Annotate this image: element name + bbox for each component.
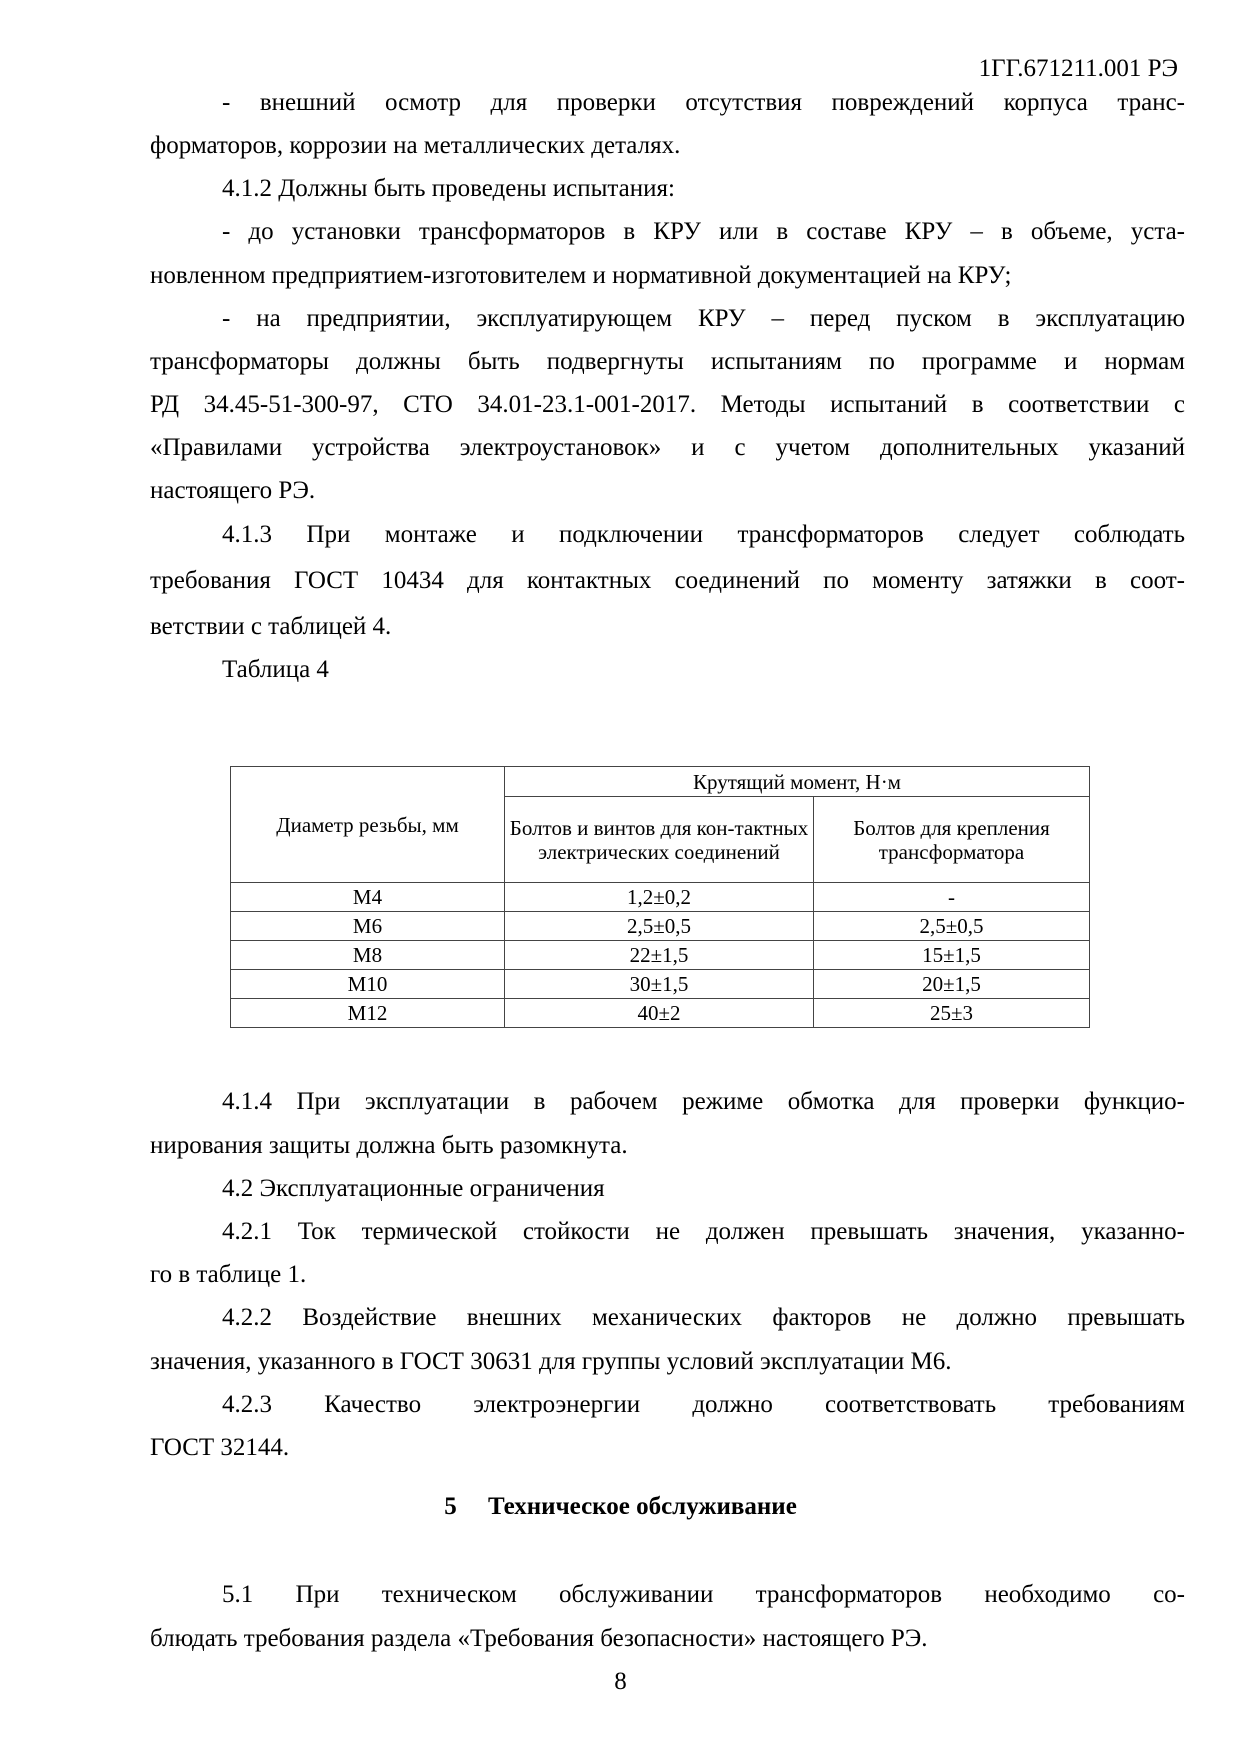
paragraph-line: ГОСТ 32144. — [150, 1434, 290, 1461]
paragraph-line: РД 34.45-51-300-97, СТО 34.01-23.1-001-2017. Методы испытаний в соответствии с — [150, 391, 1185, 418]
cell-contact: 22±1,5 — [505, 941, 814, 970]
paragraph-line: - внешний осмотр для проверки отсутствия повреждений корпуса транс- — [222, 89, 1185, 116]
cell-contact: 40±2 — [505, 999, 814, 1028]
page-number: 8 — [614, 1668, 627, 1695]
cell-mounting: 2,5±0,5 — [814, 912, 1090, 941]
cell-contact: 1,2±0,2 — [505, 883, 814, 912]
cell-contact: 30±1,5 — [505, 970, 814, 999]
paragraph-line: ветствии с таблицей 4. — [150, 613, 392, 640]
paragraph-line: новленном предприятием-изготовителем и нормативной документацией на КРУ; — [150, 262, 1012, 289]
paragraph-line: блюдать требования раздела «Требования безопасности» настоящего РЭ. — [150, 1625, 928, 1652]
paragraph-line: настоящего РЭ. — [150, 477, 316, 504]
paragraph-line: 5.1 При техническом обслуживании трансформаторов необходимо со- — [222, 1581, 1185, 1608]
paragraph-line: форматоров, коррозии на металлических деталях. — [150, 132, 681, 159]
table-row — [231, 970, 1090, 999]
cell-diameter: М6 — [231, 912, 505, 941]
cell-diameter: М4 — [231, 883, 505, 912]
paragraph-line: 4.1.2 Должны быть проведены испытания: — [222, 175, 675, 202]
paragraph-line: значения, указанного в ГОСТ 30631 для группы условий эксплуатации М6. — [150, 1348, 952, 1375]
section-heading-4-2: 4.2 Эксплуатационные ограничения — [222, 1175, 605, 1202]
paragraph-line: «Правилами устройства электроустановок» и с учетом дополнительных указаний — [150, 434, 1185, 461]
section-heading-5: 5 Техническое обслуживание — [444, 1493, 797, 1520]
cell-diameter: М12 — [231, 999, 505, 1028]
cell-mounting: 15±1,5 — [814, 941, 1090, 970]
paragraph-line: требования ГОСТ 10434 для контактных соединений по моменту затяжки в соот- — [150, 567, 1185, 594]
paragraph-line: 4.1.3 При монтаже и подключении трансформаторов следует соблюдать — [222, 521, 1185, 548]
cell-mounting: 20±1,5 — [814, 970, 1090, 999]
cell-contact: 2,5±0,5 — [505, 912, 814, 941]
paragraph-line: 4.1.4 При эксплуатации в рабочем режиме обмотка для проверки функцио- — [222, 1088, 1185, 1115]
paragraph-line: трансформаторы должны быть подвергнуты испытаниям по программе и нормам — [150, 348, 1185, 375]
header-diameter: Диаметр резьбы, мм — [231, 767, 505, 883]
table-caption: Таблица 4 — [222, 656, 329, 683]
table-row — [231, 999, 1090, 1028]
cell-mounting: - — [814, 883, 1090, 912]
header-torque: Крутящий момент, Н·м — [505, 767, 1090, 797]
paragraph-line: го в таблице 1. — [150, 1261, 307, 1288]
paragraph-line: 4.2.3 Качество электроэнергии должно соответствовать требованиям — [222, 1391, 1185, 1418]
header-contact-bolts: Болтов и винтов для кон-тактных электрических соединений — [505, 797, 814, 883]
header-mounting-bolts: Болтов для крепления трансформатора — [814, 797, 1090, 883]
paragraph-line: - на предприятии, эксплуатирующем КРУ – перед пуском в эксплуатацию — [222, 305, 1185, 332]
cell-mounting: 25±3 — [814, 999, 1090, 1028]
paragraph-line: 4.2.2 Воздействие внешних механических факторов не должно превышать — [222, 1304, 1185, 1331]
table-row — [231, 912, 1090, 941]
document-code: 1ГГ.671211.001 РЭ — [978, 55, 1178, 82]
torque-table — [230, 766, 1090, 1028]
paragraph-line: нирования защиты должна быть разомкнута. — [150, 1132, 628, 1159]
table-row — [231, 883, 1090, 912]
cell-diameter: М10 — [231, 970, 505, 999]
paragraph-line: - до установки трансформаторов в КРУ или в составе КРУ – в объеме, уста- — [222, 218, 1185, 245]
table-row — [231, 941, 1090, 970]
cell-diameter: М8 — [231, 941, 505, 970]
paragraph-line: 4.2.1 Ток термической стойкости не должен превышать значения, указанно- — [222, 1218, 1185, 1245]
